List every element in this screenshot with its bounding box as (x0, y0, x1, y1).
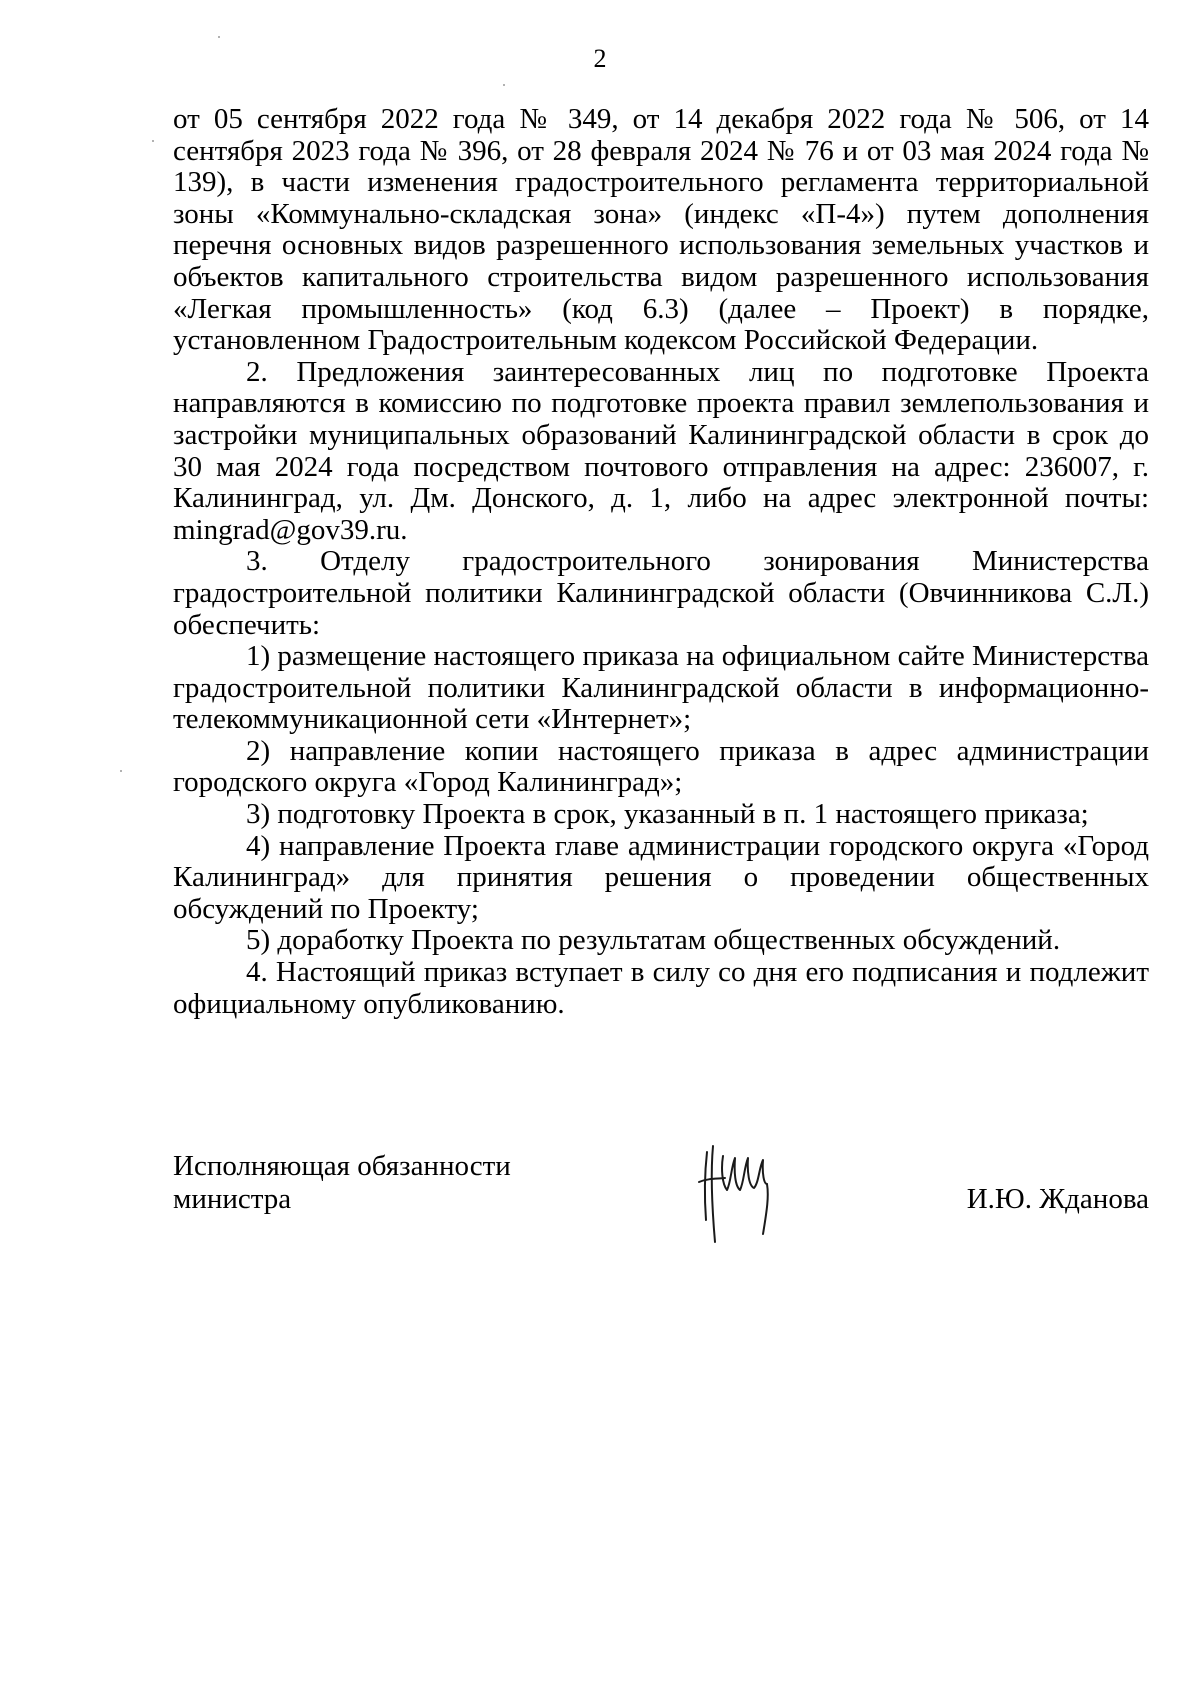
document-body (173, 104, 1149, 1020)
signatory-position (173, 1150, 511, 1216)
paragraph-item-4: 4. Настоящий приказ вступает в силу со дня его подписания и подлежит официальному опубликованию. (173, 956, 1149, 1020)
paragraph-item-3-3: 3) подготовку Проекта в срок, указанный в п. 1 настоящего приказа; (246, 798, 1089, 831)
scan-speck (120, 770, 122, 772)
paragraph-item-2: 2. Предложения заинтересованных лиц по подготовке Проекта направляются в комиссию по подготовке проекта правил землепользования и застройки муниципальных образований Калининградской области в срок до 30 мая 2024 года посредством почтового отправления на адрес: 236007, г. Калининград, ул. Дм. Донского, д. 1, либо на адрес электронной почты: mingrad@gov39.ru. (173, 355, 1149, 546)
handwritten-signature (695, 1138, 785, 1248)
paragraph-item-3-1: 1) размещение настоящего приказа на официальном сайте Министерства градостроительной политики Калининградской области в информационно-телекоммуникационной сети «Интернет»; (173, 640, 1149, 736)
paragraph-continuation: от 05 сентября 2022 года № 349, от 14 декабря 2022 года № 506, от 14 сентября 2023 года № 396, от 28 февраля 2024 № 76 и от 03 мая 2024 года № 139), в части изменения градостроительного регламента территориальной зоны «Коммунально-складская зона» (индекс «П-4») путем дополнения перечня основных видов разрешенного использования земельных участков и объектов капитального строительства видом разрешенного использования «Легкая промышленность» (код 6.3) (далее – Проект) в порядке, установленном Градостроительным кодексом Российской Федерации. (173, 103, 1149, 357)
scan-speck (152, 140, 154, 142)
paragraph-item-3-4: 4) направление Проекта главе администрации городского округа «Город Калининград» для принятия решения о проведении общественных обсуждений по Проекту; (173, 829, 1149, 925)
signatory-name: И.Ю. Жданова (966, 1183, 1149, 1215)
scan-speck (218, 36, 220, 38)
page-number: 2 (593, 44, 607, 73)
scan-speck (503, 84, 505, 86)
signatory-position-line-2: министра (173, 1183, 292, 1215)
signatory-position-line-1: Исполняющая обязанности (173, 1150, 511, 1182)
paragraph-item-3-2: 2) направление копии настоящего приказа в адрес администрации городского округа «Город Калининград»; (173, 734, 1149, 799)
signature-block (173, 1150, 1149, 1260)
paragraph-item-3: 3. Отделу градостроительного зонирования Министерства градостроительной политики Калининградской области (Овчинникова С.Л.) обеспечить: (173, 545, 1149, 641)
paragraph-item-3-5: 5) доработку Проекта по результатам общественных обсуждений. (246, 924, 1061, 957)
